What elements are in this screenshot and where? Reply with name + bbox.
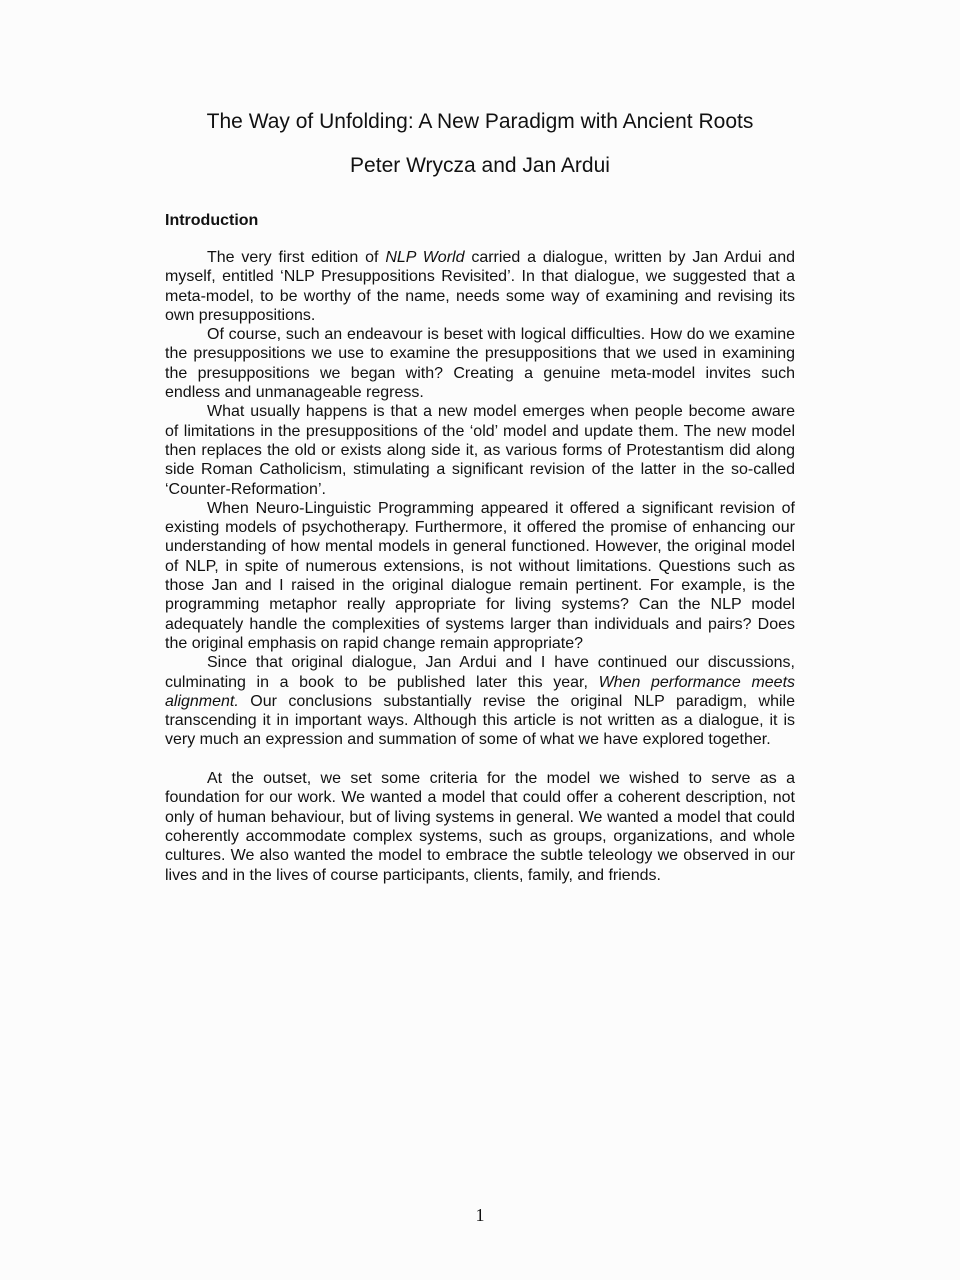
document-title: The Way of Unfolding: A New Paradigm with Ancient Roots	[206, 110, 754, 133]
section-heading: Introduction	[165, 212, 259, 229]
document-authors: Peter Wrycza and Jan Ardui	[350, 154, 610, 177]
paragraph-1-text-c: carried a dialogue, written by Jan Ardui and myself, entitled ‘NLP Presuppositions Revisited’. In that dialogue, we suggested that a meta-model, to be worthy of the name, needs some way of examining and revising its own presuppositions.	[165, 249, 796, 324]
paragraph-1	[165, 248, 795, 325]
document-body	[165, 248, 795, 885]
paragraph-4: When Neuro-Linguistic Programming appeared it offered a significant revision of existing models of psychotherapy. Furthermore, it offered the promise of enhancing our understanding of how mental models in general functioned. However, the original model of NLP, in spite of numerous extensions, is not without limitations. Questions such as those Jan and I raised in the original dialogue remain pertinent. For example, is the programming metaphor really appropriate for living systems? Can the NLP model adequately handle the complexities of systems larger than individuals and pairs? Does the original emphasis on rapid change remain appropriate?	[165, 499, 795, 652]
paragraph-2: Of course, such an endeavour is beset with logical difficulties. How do we examine the presuppositions we use to examine the presuppositions that we used in examining the presuppositions we began with? Creating a genuine meta-model invites such endless and unmanageable regress.	[165, 326, 795, 402]
paragraph-6: At the outset, we set some criteria for the model we wished to serve as a foundation for our work. We wanted a model that could offer a coherent description, not only of human behaviour, but of living systems in general. We wanted a model that could coherently accommodate complex systems, such as groups, organizations, and whole cultures. We also wanted the model to embrace the subtle teleology we observed in our lives and in the lives of course participants, clients, family, and friends.	[165, 770, 795, 884]
book-title-italic: When performance meets alignment.	[165, 673, 796, 710]
nlp-world-italic: NLP World	[385, 249, 465, 266]
paragraph-5-text-c: Our conclusions substantially revise the original NLP paradigm, while transcending it in important ways. Although this article is not written as a dialogue, it is very much an expression and summation of some of what we have explored together.	[165, 692, 795, 749]
page-number: 1	[475, 1205, 485, 1225]
paragraph-1-text-a: The very first edition of	[207, 249, 386, 266]
paragraph-5-text-a: Since that original dialogue, Jan Ardui and I have continued our discussions, culminating in a book to be published later this year,	[165, 654, 795, 691]
paragraph-3: What usually happens is that a new model emerges when people become aware of limitations in the presuppositions of the ‘old’ model and update them. The new model then replaces the old or exists along side it, as various forms of Protestantism did along side Roman Catholicism, stimulating a significant revision of the latter in the so-called ‘Counter-Reformation’.	[165, 403, 795, 498]
paragraph-5	[165, 653, 795, 749]
